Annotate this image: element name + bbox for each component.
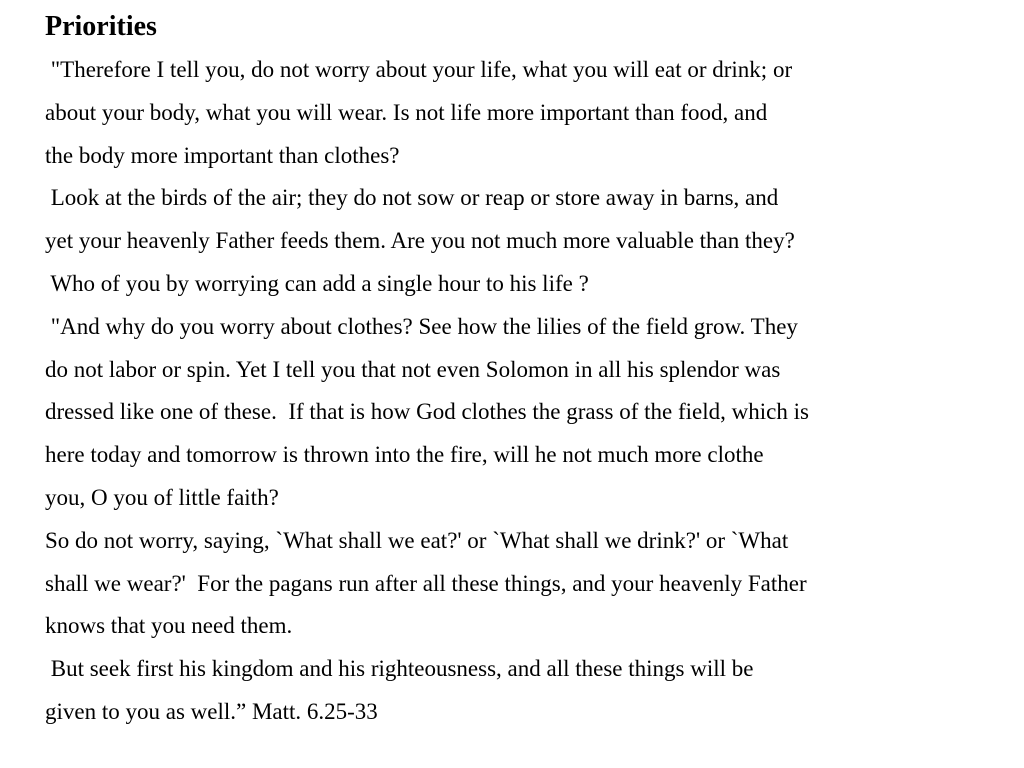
- text-line: But seek first his kingdom and his righteousness, and all these things will be: [45, 656, 754, 682]
- text-line: knows that you need them.: [45, 613, 293, 639]
- page-title: Priorities: [45, 11, 157, 42]
- text-line: Look at the birds of the air; they do not sow or reap or store away in barns, and: [45, 185, 779, 211]
- text-line: yet your heavenly Father feeds them. Are you not much more valuable than they?: [45, 228, 795, 254]
- text-line: do not labor or spin. Yet I tell you that not even Solomon in all his splendor was: [45, 356, 781, 382]
- text-line: "Therefore I tell you, do not worry about your life, what you will eat or drink; or: [45, 57, 793, 82]
- text-line: you, O you of little faith?: [45, 484, 279, 510]
- text-line: the body more important than clothes?: [45, 142, 400, 168]
- text-line: So do not worry, saying, `What shall we eat?' or `What shall we drink?' or `What: [45, 527, 789, 553]
- text-line: Who of you by worrying can add a single hour to his life ?: [45, 270, 589, 296]
- scripture-text: [45, 49, 1015, 734]
- text-line: shall we wear?' For the pagans run after all these things, and your heavenly Father: [45, 570, 807, 596]
- text-line: here today and tomorrow is thrown into the fire, will he not much more clothe: [45, 442, 764, 468]
- text-line: "And why do you worry about clothes? See how the lilies of the field grow. They: [45, 313, 798, 339]
- text-line: given to you as well.” Matt. 6.25-33: [45, 698, 378, 724]
- text-line: about your body, what you will wear. Is not life more important than food, and: [45, 99, 768, 125]
- document-page: [45, 8, 1015, 734]
- text-line: dressed like one of these. If that is how God clothes the grass of the field, which is: [45, 399, 809, 425]
